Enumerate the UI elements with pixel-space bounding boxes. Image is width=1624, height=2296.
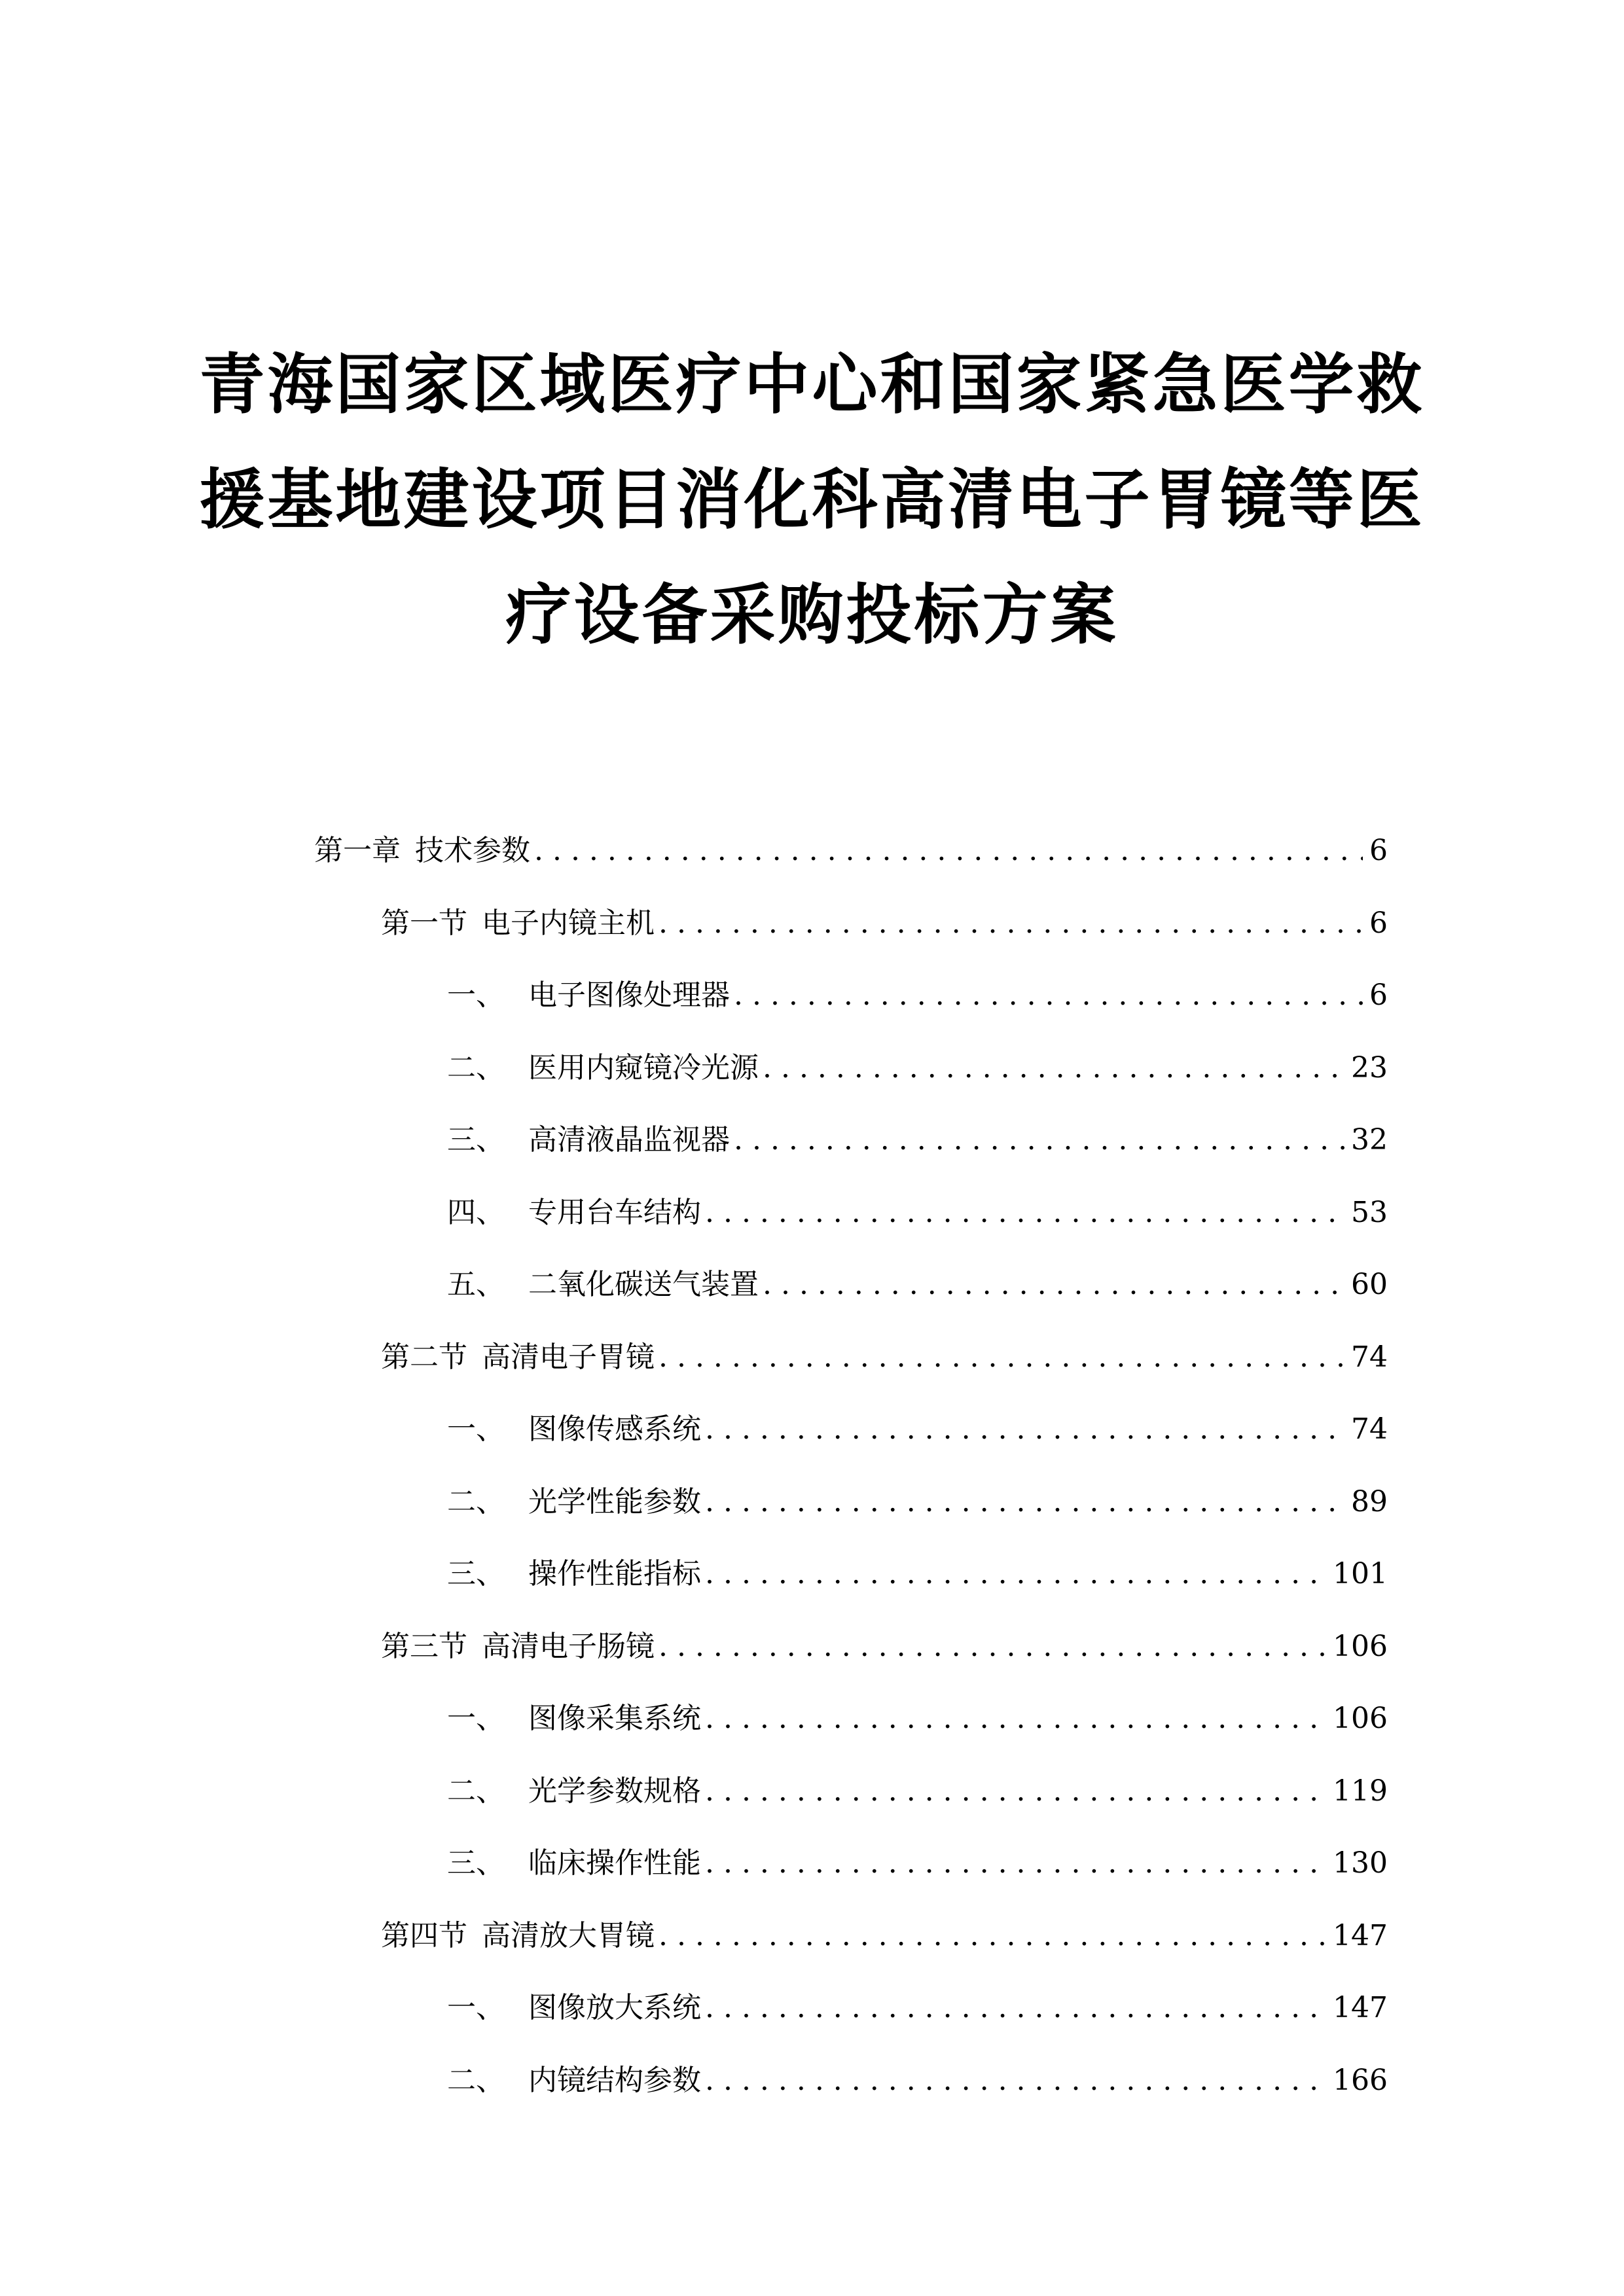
toc-entry-number: 一、 [447, 1991, 505, 2024]
toc-entry-page: 106 [1333, 1629, 1388, 1663]
dot-leader [534, 815, 1363, 888]
dot-leader [763, 1249, 1344, 1321]
toc-entry-label: 内镜结构参数 [528, 2063, 701, 2097]
dot-leader [734, 1104, 1344, 1177]
dot-leader [705, 1827, 1326, 1900]
toc-entry[interactable] [314, 1032, 1388, 1105]
toc-entry-number: 二、 [447, 1774, 505, 1808]
toc-entry-label: 光学性能参数 [528, 1484, 701, 1518]
toc-entry-number: 三、 [447, 1846, 505, 1880]
toc-entry-label: 图像传感系统 [528, 1412, 701, 1446]
toc-entry-number: 一、 [447, 978, 505, 1012]
dot-leader [705, 1683, 1326, 1755]
toc-entry-label: 光学参数规格 [528, 1774, 701, 1808]
toc-entry[interactable] [314, 960, 1388, 1032]
toc-entry-label: 专用台车结构 [528, 1195, 701, 1229]
toc-entry-number: 二、 [447, 1050, 505, 1085]
toc-entry-number: 一、 [447, 1412, 505, 1446]
toc-entry-page: 119 [1333, 1774, 1388, 1808]
toc-entry[interactable] [314, 1466, 1388, 1539]
title-line: 援基地建设项目消化科高清电子胃镜等医 [199, 461, 1425, 538]
dot-leader [659, 1321, 1344, 1394]
toc-entry[interactable] [314, 1393, 1388, 1466]
toc-entry[interactable] [314, 1683, 1388, 1755]
toc-entry-number: 三、 [447, 1557, 505, 1590]
toc-entry-number: 二、 [447, 1484, 505, 1518]
toc-entry-number: 五、 [447, 1268, 505, 1301]
toc-entry-number: 四、 [447, 1195, 505, 1229]
toc-entry-page: 53 [1351, 1195, 1388, 1229]
toc-entry-number: 三、 [447, 1123, 505, 1157]
toc-entry-number: 第三节 [381, 1629, 467, 1663]
dot-leader [734, 960, 1363, 1032]
toc-entry-label: 技术参数 [415, 834, 530, 867]
toc-entry-page: 6 [1369, 978, 1388, 1012]
toc-entry[interactable] [314, 1755, 1388, 1828]
toc-entry-number: 二、 [447, 2063, 505, 2097]
toc-entry-number: 一、 [447, 1702, 505, 1735]
dot-leader [705, 1177, 1344, 1249]
dot-leader [659, 888, 1363, 960]
toc-entry[interactable] [314, 1900, 1388, 1973]
toc-entry-page: 6 [1369, 906, 1388, 940]
dot-leader [705, 2045, 1326, 2117]
dot-leader [659, 1900, 1326, 1973]
toc-entry-label: 二氧化碳送气装置 [528, 1268, 759, 1301]
toc-entry-number: 第二节 [381, 1340, 467, 1374]
title-line: 青海国家区域医疗中心和国家紧急医学救 [199, 346, 1425, 423]
toc-entry-page: 101 [1333, 1557, 1388, 1590]
document-title [0, 327, 1624, 673]
toc-entry-label: 高清电子肠镜 [482, 1629, 655, 1663]
toc-entry-page: 74 [1351, 1340, 1388, 1374]
toc-entry-number: 第一节 [381, 906, 467, 940]
toc-entry-number: 第四节 [381, 1918, 467, 1952]
toc-entry-page: 89 [1351, 1484, 1388, 1518]
toc-entry-label: 高清液晶监视器 [528, 1123, 730, 1157]
toc-entry-page: 166 [1333, 2063, 1388, 2097]
toc-entry[interactable] [314, 815, 1388, 888]
toc-entry-label: 图像放大系统 [528, 1991, 701, 2024]
table-of-contents [314, 815, 1388, 2117]
toc-entry-page: 23 [1351, 1050, 1388, 1085]
toc-entry-page: 106 [1333, 1702, 1388, 1735]
dot-leader [659, 1611, 1326, 1683]
toc-entry-page: 147 [1333, 1918, 1388, 1952]
toc-entry[interactable] [314, 1104, 1388, 1177]
dot-leader [705, 1393, 1344, 1466]
toc-entry-page: 74 [1351, 1412, 1388, 1446]
toc-entry-label: 电子图像处理器 [528, 978, 730, 1012]
toc-entry-page: 130 [1333, 1846, 1388, 1880]
toc-entry[interactable] [314, 1177, 1388, 1249]
toc-entry-page: 147 [1333, 1991, 1388, 2024]
toc-entry-label: 高清放大胃镜 [482, 1918, 655, 1952]
dot-leader [763, 1032, 1344, 1105]
toc-entry[interactable] [314, 1972, 1388, 2045]
toc-entry[interactable] [314, 1249, 1388, 1321]
dot-leader [705, 1538, 1326, 1611]
toc-entry-label: 操作性能指标 [528, 1557, 701, 1590]
toc-entry-page: 6 [1369, 834, 1388, 867]
toc-entry-label: 图像采集系统 [528, 1702, 701, 1735]
toc-entry[interactable] [314, 1538, 1388, 1611]
toc-entry[interactable] [314, 2045, 1388, 2117]
toc-entry[interactable] [314, 1827, 1388, 1900]
toc-entry-label: 临床操作性能 [528, 1846, 701, 1880]
toc-entry-page: 60 [1351, 1268, 1388, 1301]
toc-entry-label: 电子内镜主机 [482, 906, 655, 940]
toc-entry-label: 医用内窥镜冷光源 [528, 1050, 759, 1085]
toc-entry[interactable] [314, 1611, 1388, 1683]
toc-entry[interactable] [314, 888, 1388, 960]
toc-entry-label: 高清电子胃镜 [482, 1340, 655, 1374]
toc-entry-number: 第一章 [314, 834, 401, 867]
dot-leader [705, 1466, 1344, 1539]
toc-entry[interactable] [314, 1321, 1388, 1394]
title-line: 疗设备采购投标方案 [505, 577, 1119, 653]
dot-leader [705, 1972, 1326, 2045]
dot-leader [705, 1755, 1326, 1828]
toc-entry-page: 32 [1351, 1123, 1388, 1157]
